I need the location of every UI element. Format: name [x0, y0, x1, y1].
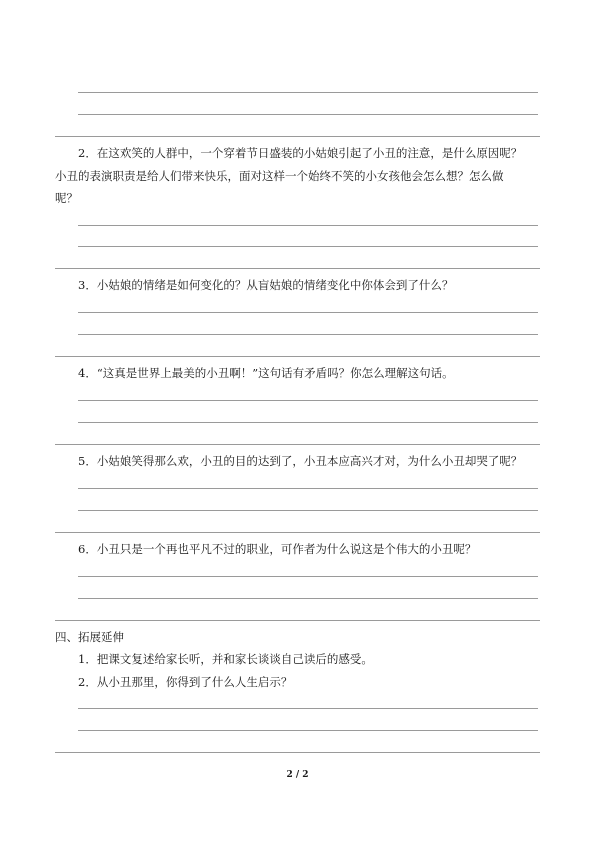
section-heading: 四、拓展延伸: [55, 630, 124, 644]
answer-line: [55, 268, 540, 269]
answer-line: [78, 334, 538, 335]
question-2-line-1: 2．在这欢笑的人群中，一个穿着节日盛装的小姑娘引起了小丑的注意，是什么原因呢？: [78, 146, 523, 160]
answer-line: [78, 730, 538, 731]
answer-line: [55, 532, 540, 533]
answer-line: [55, 444, 540, 445]
answer-line: [78, 598, 538, 599]
question-4: 4．“这真是世界上最美的小丑啊！”这句话有矛盾吗？你怎么理解这句话。: [78, 366, 454, 380]
answer-line: [55, 136, 540, 137]
answer-line: [55, 752, 540, 753]
question-5: 5．小姑娘笑得那么欢，小丑的目的达到了，小丑本应高兴才对，为什么小丑却哭了呢？: [78, 454, 523, 468]
answer-line: [78, 92, 538, 93]
answer-line: [78, 400, 538, 401]
question-3: 3．小姑娘的情绪是如何变化的？从盲姑娘的情绪变化中你体会到了什么？: [78, 278, 454, 292]
answer-line: [78, 246, 538, 247]
section-item-2: 2．从小丑那里，你得到了什么人生启示？: [78, 675, 293, 689]
page-number: 2 / 2: [286, 770, 309, 780]
answer-line: [55, 356, 540, 357]
answer-line: [78, 422, 538, 423]
answer-line: [78, 510, 538, 511]
answer-line: [55, 620, 540, 621]
answer-line: [78, 488, 538, 489]
answer-line: [78, 114, 538, 115]
answer-line: [78, 225, 538, 226]
question-2-line-2: 小丑的表演职责是给人们带来快乐，面对这样一个始终不笑的小女孩他会怎么想？怎么做: [55, 169, 504, 183]
question-2-line-3: 呢？: [55, 191, 78, 205]
answer-line: [78, 708, 538, 709]
question-6: 6．小丑只是一个再也平凡不过的职业，可作者为什么说这是个伟大的小丑呢？: [78, 542, 477, 556]
answer-line: [78, 576, 538, 577]
answer-line: [78, 312, 538, 313]
section-item-1: 1．把课文复述给家长听，并和家长谈谈自己读后的感受。: [78, 652, 373, 666]
